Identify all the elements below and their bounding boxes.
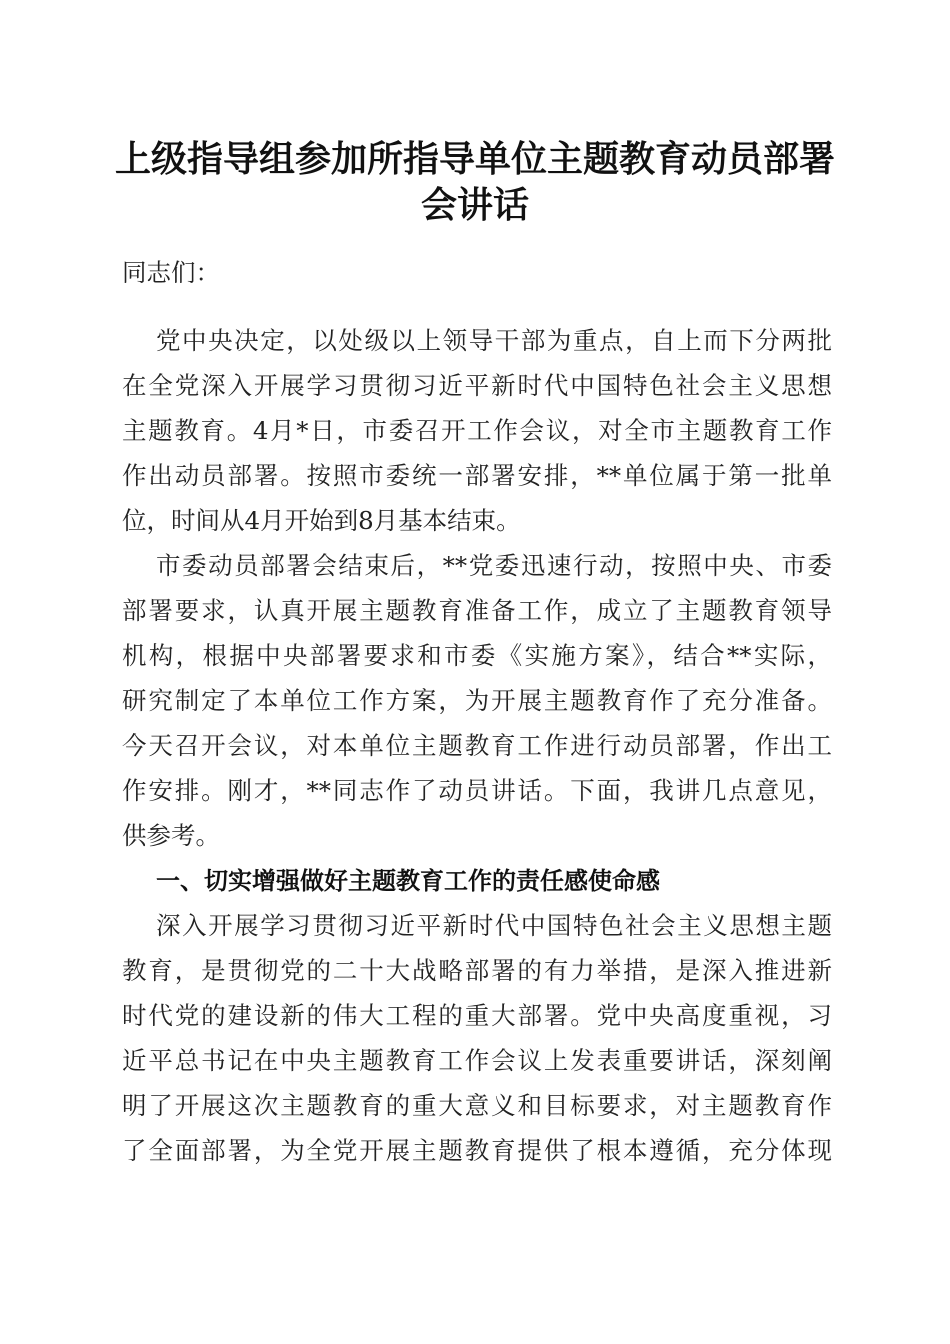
- paragraph-line: 时代党的建设新的伟大工程的重大部署。党中央高度重视，习: [122, 1001, 832, 1030]
- paragraph-line: 党中央决定，以处级以上领导干部为重点，自上而下分两批: [156, 326, 832, 355]
- section-heading: 一、切实增强做好主题教育工作的责任感使命感: [156, 867, 660, 895]
- document-title: 上级指导组参加所指导单位主题教育动员部署: [114, 138, 835, 180]
- paragraph-line: 深入开展学习贯彻习近平新时代中国特色社会主义思想主题: [156, 911, 832, 940]
- paragraph-line: 近平总书记在中央主题教育工作会议上发表重要讲话，深刻阐: [122, 1046, 832, 1075]
- paragraph-line: 在全党深入开展学习贯彻习近平新时代中国特色社会主义思想: [122, 371, 832, 400]
- salutation: 同志们：: [122, 258, 220, 287]
- paragraph-line: 市委动员部署会结束后，**党委迅速行动，按照中央、市委: [156, 551, 832, 580]
- paragraph-line: 研究制定了本单位工作方案，为开展主题教育作了充分准备。: [122, 686, 832, 715]
- paragraph-line: 今天召开会议，对本单位主题教育工作进行动员部署，作出工: [122, 731, 832, 760]
- paragraph-line: 位，时间从4月开始到8月基本结束。: [122, 506, 521, 535]
- paragraph-line: 部署要求，认真开展主题教育准备工作，成立了主题教育领导: [122, 596, 832, 625]
- paragraph-line: 机构，根据中央部署要求和市委《实施方案》，结合**实际，: [122, 641, 832, 670]
- paragraph-line: 教育，是贯彻党的二十大战略部署的有力举措，是深入推进新: [122, 956, 832, 985]
- paragraph-line: 作出动员部署。按照市委统一部署安排，**单位属于第一批单: [122, 461, 832, 490]
- paragraph-line: 了全面部署，为全党开展主题教育提供了根本遵循，充分体现: [122, 1136, 832, 1165]
- document-title-continued: 会讲话: [420, 184, 529, 226]
- paragraph-line: 供参考。: [122, 821, 220, 850]
- paragraph-line: 主题教育。4月*日，市委召开工作会议，对全市主题教育工作: [122, 416, 832, 445]
- paragraph-line: 明了开展这次主题教育的重大意义和目标要求，对主题教育作: [122, 1091, 832, 1120]
- paragraph-line: 作安排。刚才，**同志作了动员讲话。下面，我讲几点意见，: [122, 776, 832, 805]
